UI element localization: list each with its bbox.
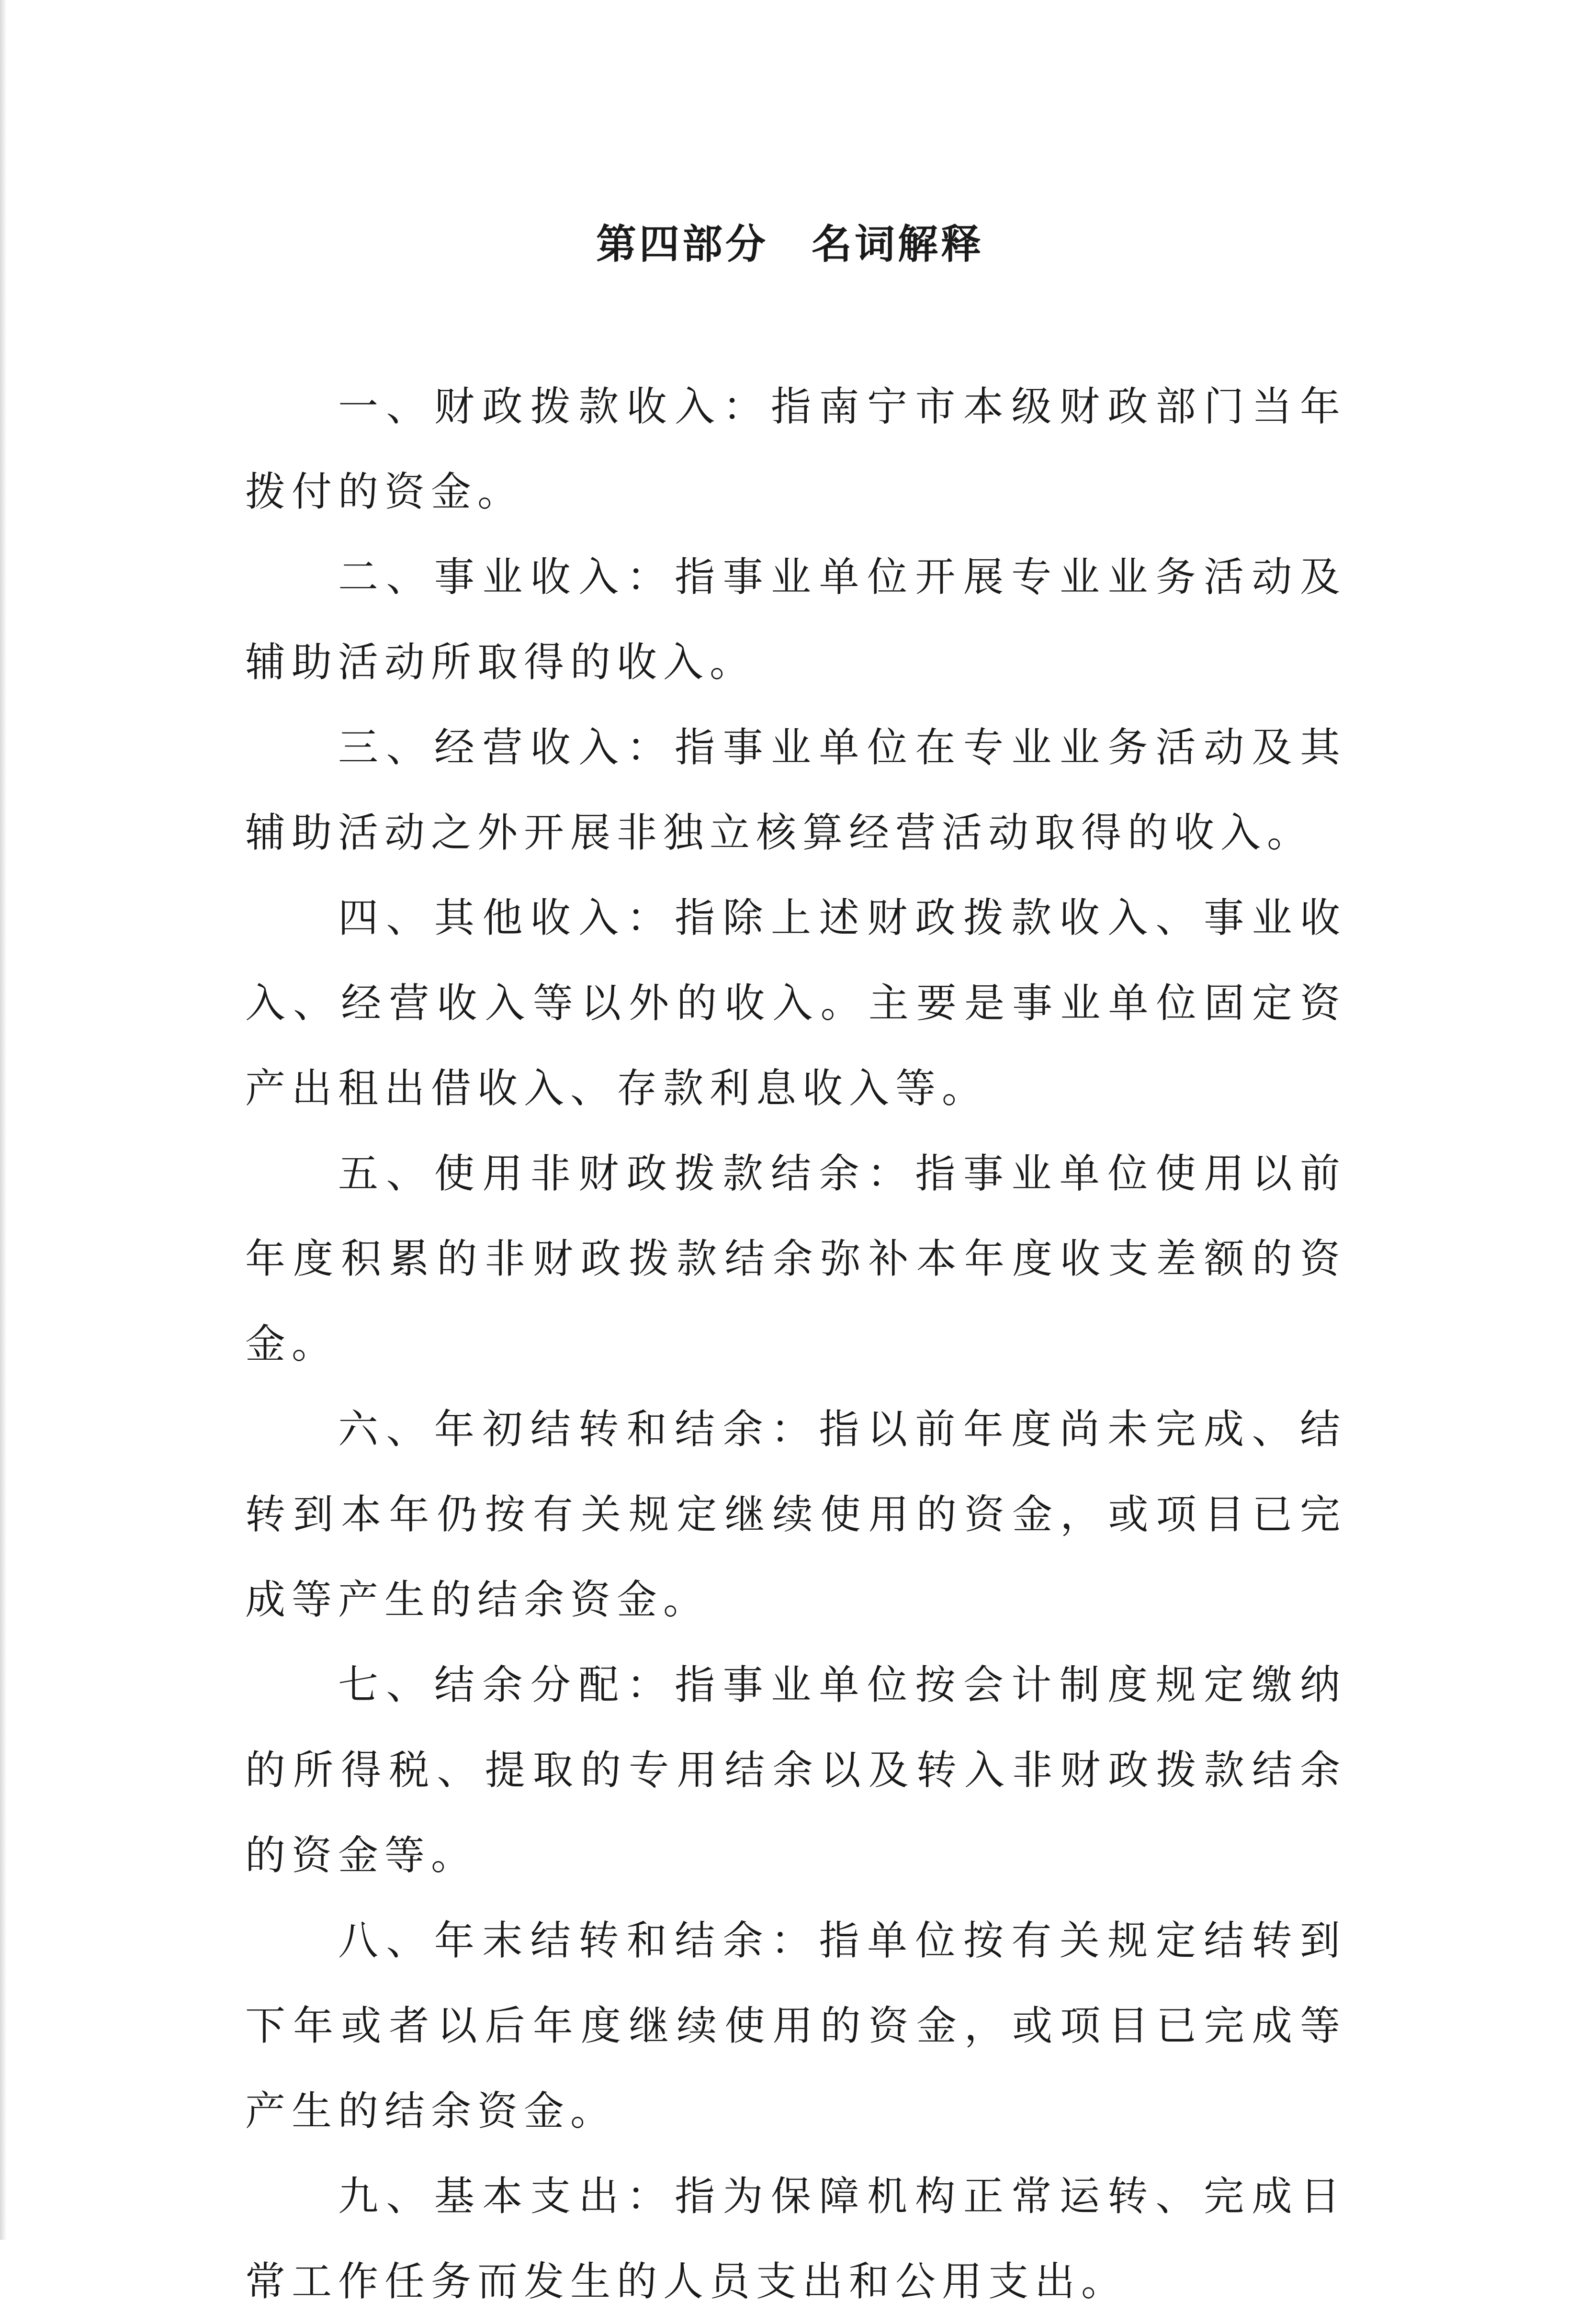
definition-paragraph-4: 四、其他收入：指除上述财政拨款收入、事业收入、经营收入等以外的收入。主要是事业单位固定资产出租出借收入、存款利息收入等。 [245, 894, 1346, 1112]
page-title: 第四部分 名词解释 [596, 221, 984, 268]
definition-paragraph-6: 六、年初结转和结余：指以前年度尚未完成、结转到本年仍按有关规定继续使用的资金，或项目已完成等产生的结余资金。 [245, 1406, 1346, 1623]
definition-paragraph-5: 五、使用非财政拨款结余：指事业单位使用以前年度积累的非财政拨款结余弥补本年度收支差额的资金。 [245, 1150, 1346, 1367]
definition-paragraph-1: 一、财政拨款收入：指南宁市本级财政部门当年拨付的资金。 [245, 383, 1346, 515]
definition-paragraph-8: 八、年末结转和结余：指单位按有关规定结转到下年或者以后年度继续使用的资金，或项目已完成等产生的结余资金。 [245, 1917, 1346, 2134]
definition-paragraph-2: 二、事业收入：指事业单位开展专业业务活动及辅助活动所取得的收入。 [245, 553, 1346, 686]
definitions-body [245, 364, 1346, 2324]
definition-paragraph-9: 九、基本支出：指为保障机构正常运转、完成日常工作任务而发生的人员支出和公用支出。 [245, 2173, 1346, 2305]
definition-paragraph-3: 三、经营收入：指事业单位在专业业务活动及其辅助活动之外开展非独立核算经营活动取得的收入。 [245, 724, 1346, 856]
definition-paragraph-7: 七、结余分配：指事业单位按会计制度规定缴纳的所得税、提取的专用结余以及转入非财政拨款结余的资金等。 [245, 1661, 1346, 1879]
scan-edge-shadow [0, 0, 7, 2240]
